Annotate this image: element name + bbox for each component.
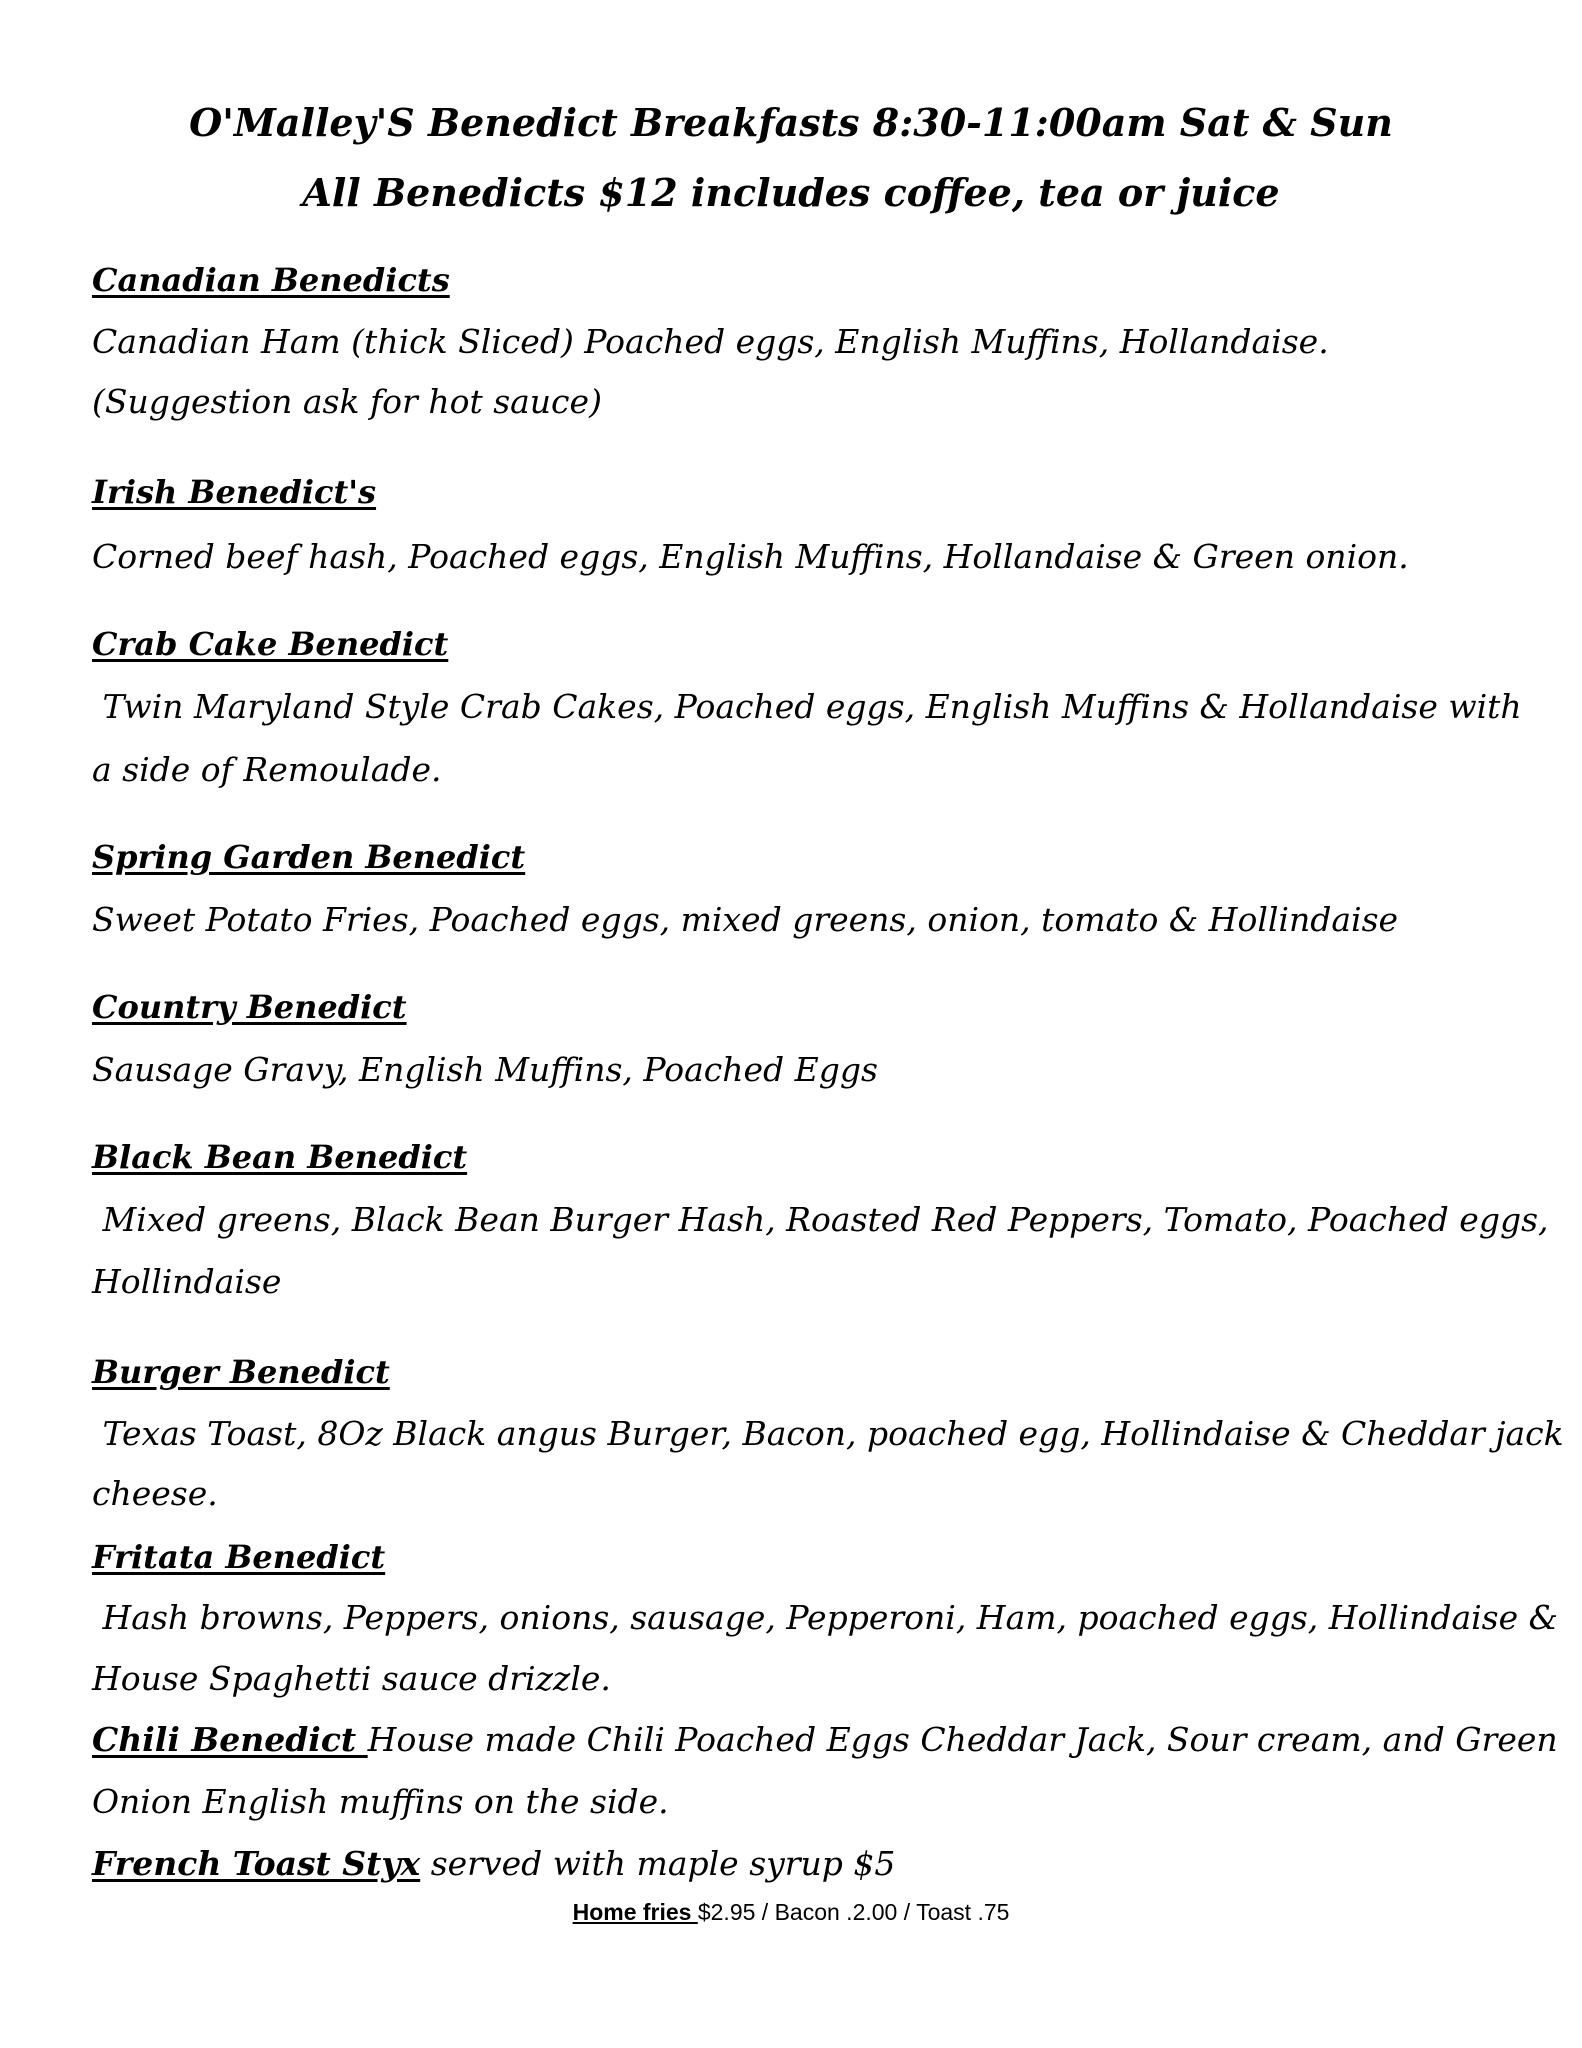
item-desc-spring-garden-1: Sweet Potato Fries, Poached eggs, mixed greens, onion, tomato & Hollindaise [92, 900, 1399, 939]
item-desc-irish-1: Corned beef hash, Poached eggs, English Muffins, Hollandaise & Green onion. [92, 537, 1409, 576]
menu-subtitle: All Benedicts $12 includes coffee, tea or juice [302, 170, 1280, 215]
item-desc-french-toast: served with maple syrup $5 [420, 1844, 896, 1883]
item-desc-country-1: Sausage Gravy, English Muffins, Poached Eggs [92, 1050, 878, 1089]
item-heading-burger: Burger Benedict [92, 1353, 390, 1391]
footer-prices: $2.95 / Bacon .2.00 / Toast .75 [697, 1899, 1010, 1925]
item-heading-fritata: Fritata Benedict [92, 1538, 386, 1576]
item-desc-black-bean-2: Hollindaise [92, 1262, 282, 1301]
item-heading-black-bean: Black Bean Benedict [92, 1138, 468, 1176]
footer-label: Home fries [572, 1899, 698, 1925]
item-desc-fritata-2: House Spaghetti sauce drizzle. [92, 1659, 611, 1698]
item-desc-chili-1: House made Chili Poached Eggs Cheddar Jack, Sour cream, and Green [367, 1720, 1558, 1759]
item-heading-country: Country Benedict [92, 988, 407, 1026]
item-heading-canadian: Canadian Benedicts [92, 261, 450, 299]
item-heading-irish: Irish Benedict's [92, 473, 377, 511]
item-desc-crab-cake-1: Twin Maryland Style Crab Cakes, Poached eggs, English Muffins & Hollandaise with [92, 687, 1522, 726]
item-heading-french-toast: French Toast Styx [92, 1844, 421, 1883]
item-heading-spring-garden: Spring Garden Benedict [92, 838, 526, 876]
item-line-chili-1 [92, 1718, 1558, 1762]
item-line-french-toast [92, 1842, 1512, 1886]
item-desc-canadian-2: (Suggestion ask for hot sauce) [92, 382, 602, 421]
sides-footer [0, 1897, 1582, 1927]
item-desc-canadian-1: Canadian Ham (thick Sliced) Poached eggs, English Muffins, Hollandaise. [92, 322, 1329, 361]
item-desc-crab-cake-2: a side of Remoulade. [92, 750, 442, 789]
item-desc-burger-2: cheese. [92, 1474, 218, 1513]
menu-title: O'Malley'S Benedict Breakfasts 8:30-11:00am Sat & Sun [189, 100, 1393, 145]
item-desc-fritata-1: Hash browns, Peppers, onions, sausage, Pepperoni, Ham, poached eggs, Hollindaise & [92, 1598, 1559, 1637]
item-heading-crab-cake: Crab Cake Benedict [92, 625, 449, 663]
item-desc-black-bean-1: Mixed greens, Black Bean Burger Hash, Roasted Red Peppers, Tomato, Poached eggs, [92, 1200, 1549, 1239]
item-desc-burger-1: Texas Toast, 8Oz Black angus Burger, Bacon, poached egg, Hollindaise & Cheddar jack [92, 1414, 1564, 1453]
item-heading-chili: Chili Benedict [92, 1720, 368, 1759]
item-desc-chili-2: Onion English muffins on the side. [92, 1782, 669, 1821]
